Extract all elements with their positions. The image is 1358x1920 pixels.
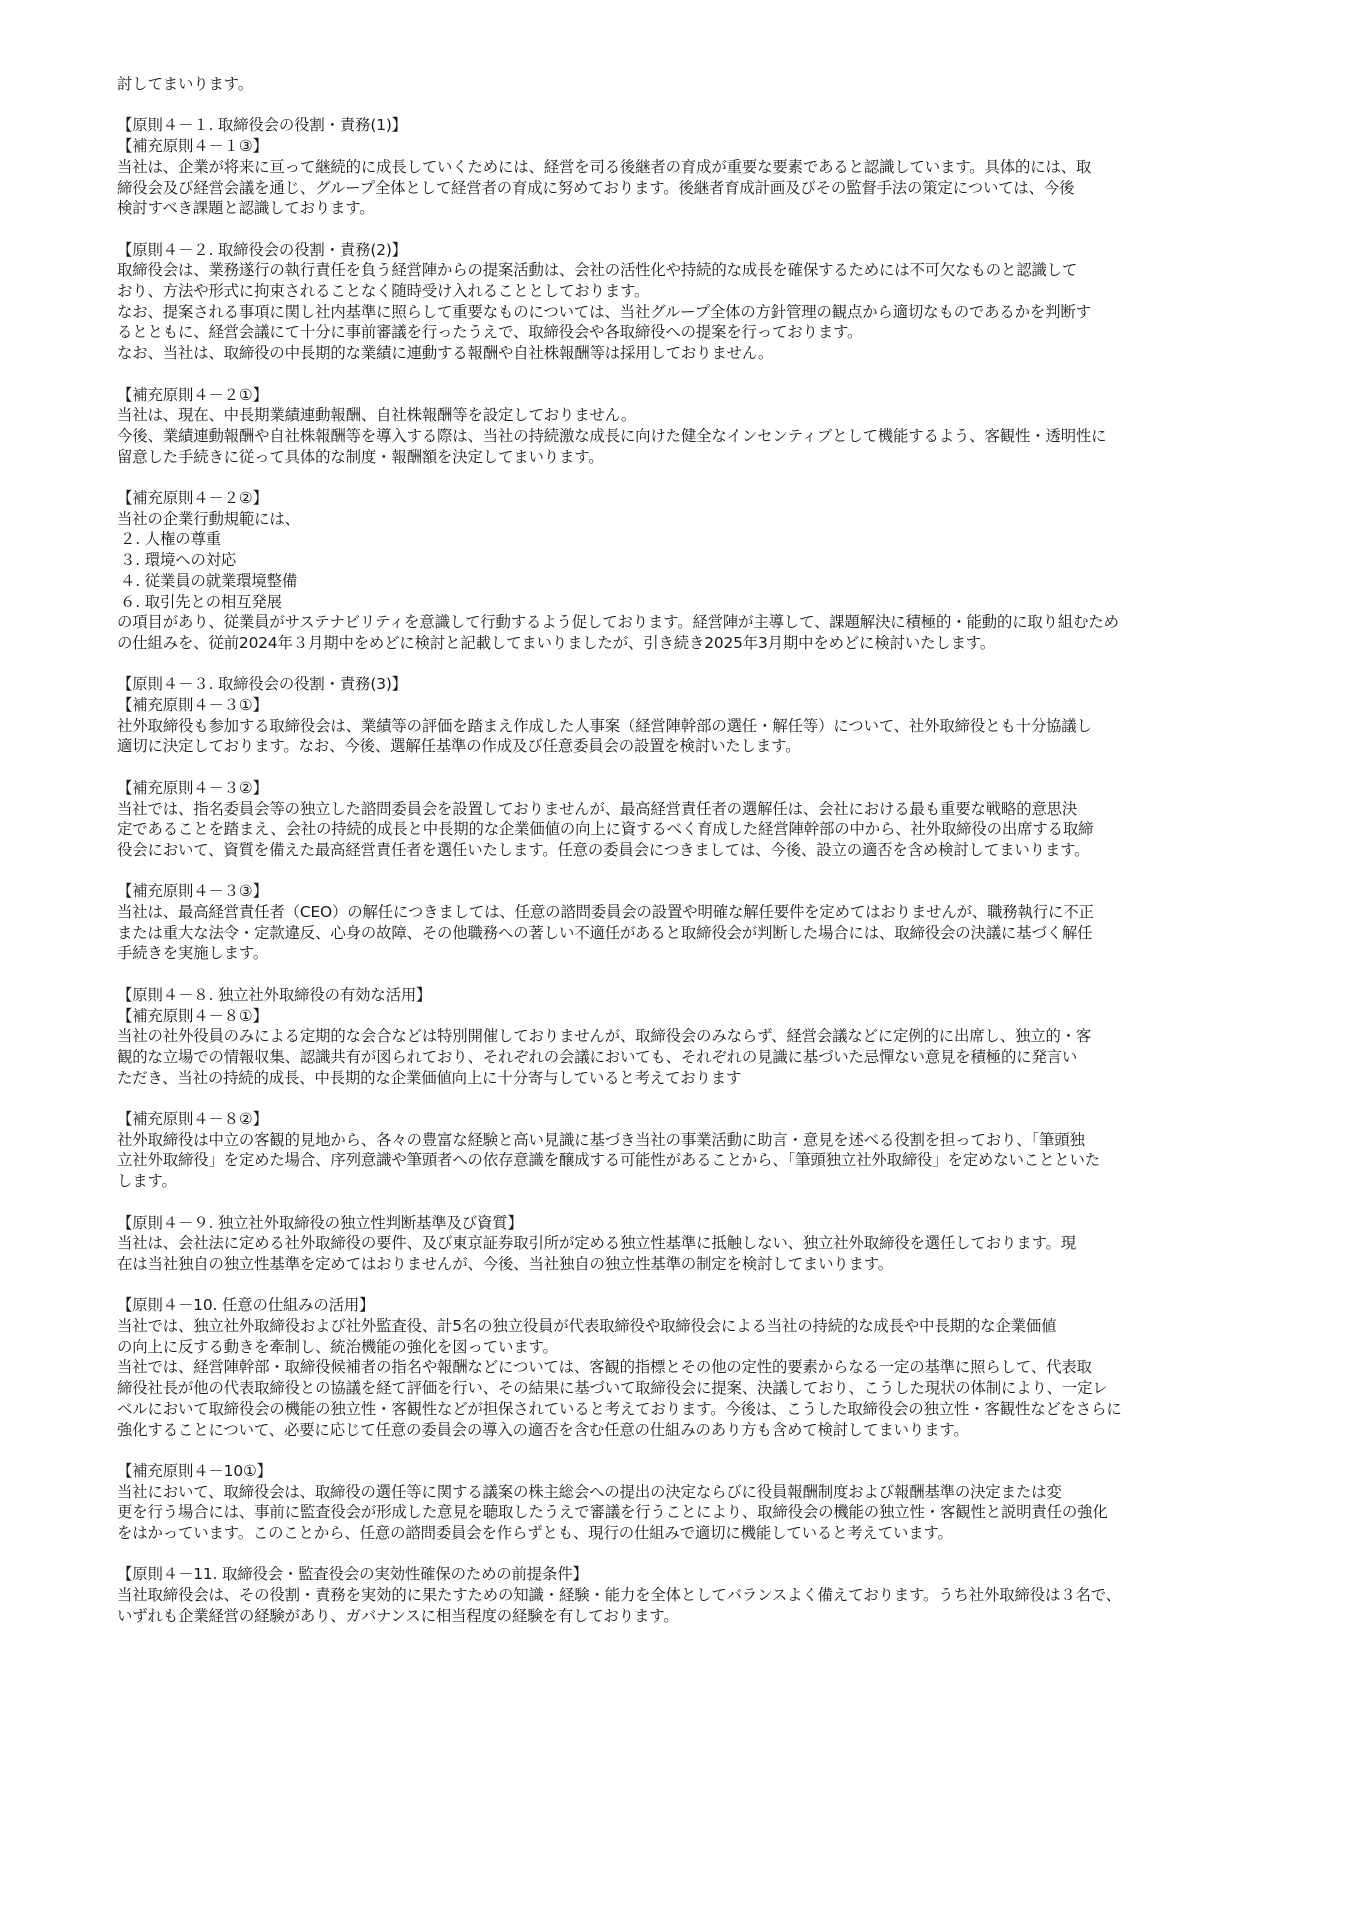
- body-text-line: 留意した手続きに従って具体的な制度・報酬額を決定してまいります。: [117, 447, 604, 466]
- paragraph-gap: [117, 1088, 1260, 1109]
- body-text-line: 観的な立場での情報収集、認識共有が図られており、それぞれの会議においても、それぞれの見識に基づいた忌憚ない意見を積極的に発言い: [117, 1047, 1078, 1066]
- body-text-line: なお、提案される事項に関し社内基準に照らして重要なものについては、当社グループ全体の方針管理の観点から適切なものであるかを判断す: [117, 302, 1091, 321]
- list-item: ４. 従業員の就業環境整備: [120, 571, 298, 590]
- body-text-line: 当社は、最高経営責任者（CEO）の解任につきましては、任意の諮問委員会の設置や明確な解任要件を定めてはおりませんが、職務執行に不正: [117, 903, 1094, 922]
- section-heading: 【原則４－11. 取締役会・監査役会の実効性確保のための前提条件】: [117, 1565, 588, 1584]
- section-heading: 【原則４－10. 任意の仕組みの活用】: [117, 1296, 375, 1315]
- paragraph-gap: [117, 95, 1260, 116]
- paragraph-gap: [117, 1192, 1260, 1213]
- paragraph-gap: [117, 1275, 1260, 1296]
- paragraph-gap: [117, 861, 1260, 882]
- body-text-line: 今後、業績連動報酬や自社株報酬等を導入する際は、当社の持続激な成長に向けた健全なインセンティブとして機能するよう、客観性・透明性に: [117, 426, 1107, 445]
- section-heading: 【原則４－１. 取締役会の役割・責務(1)】: [117, 116, 407, 135]
- body-text-line: ただき、当社の持続的成長、中長期的な企業価値向上に十分寄与していると考えております: [117, 1068, 742, 1087]
- paragraph-gap: [117, 364, 1260, 385]
- section-heading: 【原則４－９. 独立社外取締役の独立性判断基準及び資質】: [117, 1213, 523, 1232]
- body-text-line: 当社では、経営陣幹部・取締役候補者の指名や報酬などについては、客観的指標とその他の定性的要素からなる一定の基準に照らして、代表取: [117, 1358, 1092, 1377]
- body-text-line: おり、方法や形式に拘束されることなく随時受け入れることとしております。: [117, 282, 650, 300]
- body-text-line: 役会において、資質を備えた最高経営責任者を選任いたします。任意の委員会につきましては、今後、設立の適否を含め検討してまいります。: [117, 840, 1090, 859]
- subsection-heading: 【補充原則４－１③】: [117, 137, 268, 156]
- list-item: ２. 人権の尊重: [120, 530, 221, 549]
- body-text-line: 取締役会は、業務遂行の執行責任を負う経営陣からの提案活動は、会社の活性化や持続的な成長を確保するためには不可欠なものと認識して: [117, 261, 1078, 280]
- body-text-line: の仕組みを、従前2024年３月期中をめどに検討と記載してまいりましたが、引き続き2025年3月期中をめどに検討いたします。: [117, 633, 996, 652]
- body-text-line: します。: [117, 1172, 177, 1191]
- section-heading: 【原則４－８. 独立社外取締役の有効な活用】: [117, 985, 432, 1004]
- body-text-line: 締役社長が他の代表取締役との協議を経て評価を行い、その結果に基づいて取締役会に提案、決議しており、こうした現状の体制により、一定レ: [117, 1379, 1108, 1398]
- body-text-line: 当社取締役会は、その役割・責務を実効的に果たすための知識・経験・能力を全体としてバランスよく備えております。うち社外取締役は３名で、: [117, 1586, 1121, 1605]
- body-text-line: をはかっています。このことから、任意の諮問委員会を作らずとも、現行の仕組みで適切に機能していると考えています。: [117, 1524, 953, 1543]
- body-text-line: ベルにおいて取締役会の機能の独立性・客観性などが担保されていると考えております。今後は、こうした取締役会の独立性・客観性などをさらに: [117, 1399, 1122, 1418]
- body-text-line: 当社では、指名委員会等の独立した諮問委員会を設置しておりませんが、最高経営責任者の選解任は、会社における最も重要な戦略的意思決: [117, 799, 1078, 818]
- paragraph-gap: [117, 219, 1260, 240]
- body-text-line: 社外取締役も参加する取締役会は、業績等の評価を踏まえ作成した人事案（経営陣幹部の選任・解任等）について、社外取締役とも十分協議し: [117, 716, 1092, 735]
- subsection-heading: 【補充原則４－２①】: [117, 385, 268, 404]
- paragraph-gap: [117, 1544, 1260, 1565]
- list-item: ６. 取引先との相互発展: [120, 592, 282, 611]
- body-text-line: 締役会及び経営会議を通じ、グループ全体として経営者の育成に努めております。後継者育成計画及びその監督手法の策定については、今後: [117, 178, 1075, 197]
- section-heading: 【原則４－３. 取締役会の役割・責務(3)】: [117, 675, 407, 694]
- body-text-line: の項目があり、従業員がサステナビリティを意識して行動するよう促しております。経営陣が主導して、課題解決に積極的・能動的に取り組むため: [117, 613, 1119, 632]
- section-heading: 【原則４－２. 取締役会の役割・責務(2)】: [117, 240, 407, 259]
- document-body: [117, 74, 1260, 1627]
- paragraph-gap: [117, 964, 1260, 985]
- body-text-line: 当社は、現在、中長期業績連動報酬、自社株報酬等を設定しておりません。: [117, 406, 637, 425]
- body-text-line: 討してまいります。: [117, 75, 253, 93]
- body-text-line: の向上に反する動きを牽制し、統治機能の強化を図っています。: [117, 1337, 558, 1356]
- body-text-line: 強化することについて、必要に応じて任意の委員会の導入の適否を含む任意の仕組みのあり方も含めて検討してまいります。: [117, 1420, 969, 1439]
- body-text-line: 在は当社独自の独立性基準を定めてはおりませんが、今後、当社独自の独立性基準の制定を検討してまいります。: [117, 1254, 894, 1273]
- body-text-line: 定であることを踏まえ、会社の持続的成長と中長期的な企業価値の向上に資するべく育成した経営陣幹部の中から、社外取締役の出席する取締: [117, 820, 1094, 839]
- body-text-line: 立社外取締役」を定めた場合、序列意識や筆頭者への依存意識を醸成する可能性があることから、「筆頭独立社外取締役」を定めないことといた: [117, 1151, 1100, 1170]
- paragraph-gap: [117, 654, 1260, 675]
- body-text-line: 適切に決定しております。なお、今後、選解任基準の作成及び任意委員会の設置を検討いたします。: [117, 737, 801, 756]
- body-text-line: 当社の社外役員のみによる定期的な会合などは特別開催しておりませんが、取締役会のみならず、経営会議などに定例的に出席し、独立的・客: [117, 1027, 1092, 1046]
- paragraph-gap: [117, 1440, 1260, 1461]
- body-text-line: なお、当社は、取締役の中長期的な業績に連動する報酬や自社株報酬等は採用しておりません。: [117, 344, 774, 363]
- paragraph-gap: [117, 757, 1260, 778]
- subsection-heading: 【補充原則４－３③】: [117, 882, 268, 901]
- body-text-line: 当社において、取締役会は、取締役の選任等に関する議案の株主総会への提出の決定ならびに役員報酬制度および報酬基準の決定または変: [117, 1482, 1062, 1501]
- body-text-line: 検討すべき課題と認識しております。: [117, 199, 375, 218]
- body-text-line: 当社は、会社法に定める社外取締役の要件、及び東京証券取引所が定める独立性基準に抵触しない、独立社外取締役を選任しております。現: [117, 1234, 1076, 1253]
- body-text-line: るとともに、経営会議にて十分に事前審議を行ったうえで、取締役会や各取締役への提案を行っております。: [117, 323, 863, 342]
- subsection-heading: 【補充原則４－８②】: [117, 1110, 268, 1129]
- body-text-line: 当社では、独立社外取締役および社外監査役、計5名の独立役員が代表取締役や取締役会による当社の持続的な成長や中長期的な企業価値: [117, 1317, 1057, 1336]
- subsection-heading: 【補充原則４－３②】: [117, 778, 268, 797]
- subsection-heading: 【補充原則４－２②】: [117, 489, 268, 507]
- subsection-heading: 【補充原則４－８①】: [117, 1006, 268, 1025]
- body-text-line: 当社は、企業が将来に亘って継続的に成長していくためには、経営を司る後継者の育成が重要な要素であると認識しています。具体的には、取: [117, 157, 1092, 176]
- body-text-line: 手続きを実施します。: [117, 944, 269, 963]
- subsection-heading: 【補充原則４－３①】: [117, 696, 268, 715]
- subsection-heading: 【補充原則４－10①】: [117, 1461, 272, 1480]
- body-text-line: 当社の企業行動規範には、: [117, 509, 300, 528]
- paragraph-gap: [117, 467, 1260, 488]
- body-text-line: 更を行う場合には、事前に監査役会が形成した意見を聴取したうえで審議を行うことにより、取締役会の機能の独立性・客観性と説明責任の強化: [117, 1503, 1108, 1522]
- body-text-line: いずれも企業経営の経験があり、ガバナンスに相当程度の経験を有しております。: [117, 1606, 679, 1625]
- body-text-line: 社外取締役は中立の客観的見地から、各々の豊富な経験と高い見識に基づき当社の事業活動に助言・意見を述べる役割を担っており、「筆頭独: [117, 1130, 1085, 1149]
- list-item: ３. 環境への対応: [120, 551, 237, 570]
- body-text-line: または重大な法令・定款違反、心身の故障、その他職務への著しい不適任があると取締役会が判断した場合には、取締役会の決議に基づく解任: [117, 923, 1093, 942]
